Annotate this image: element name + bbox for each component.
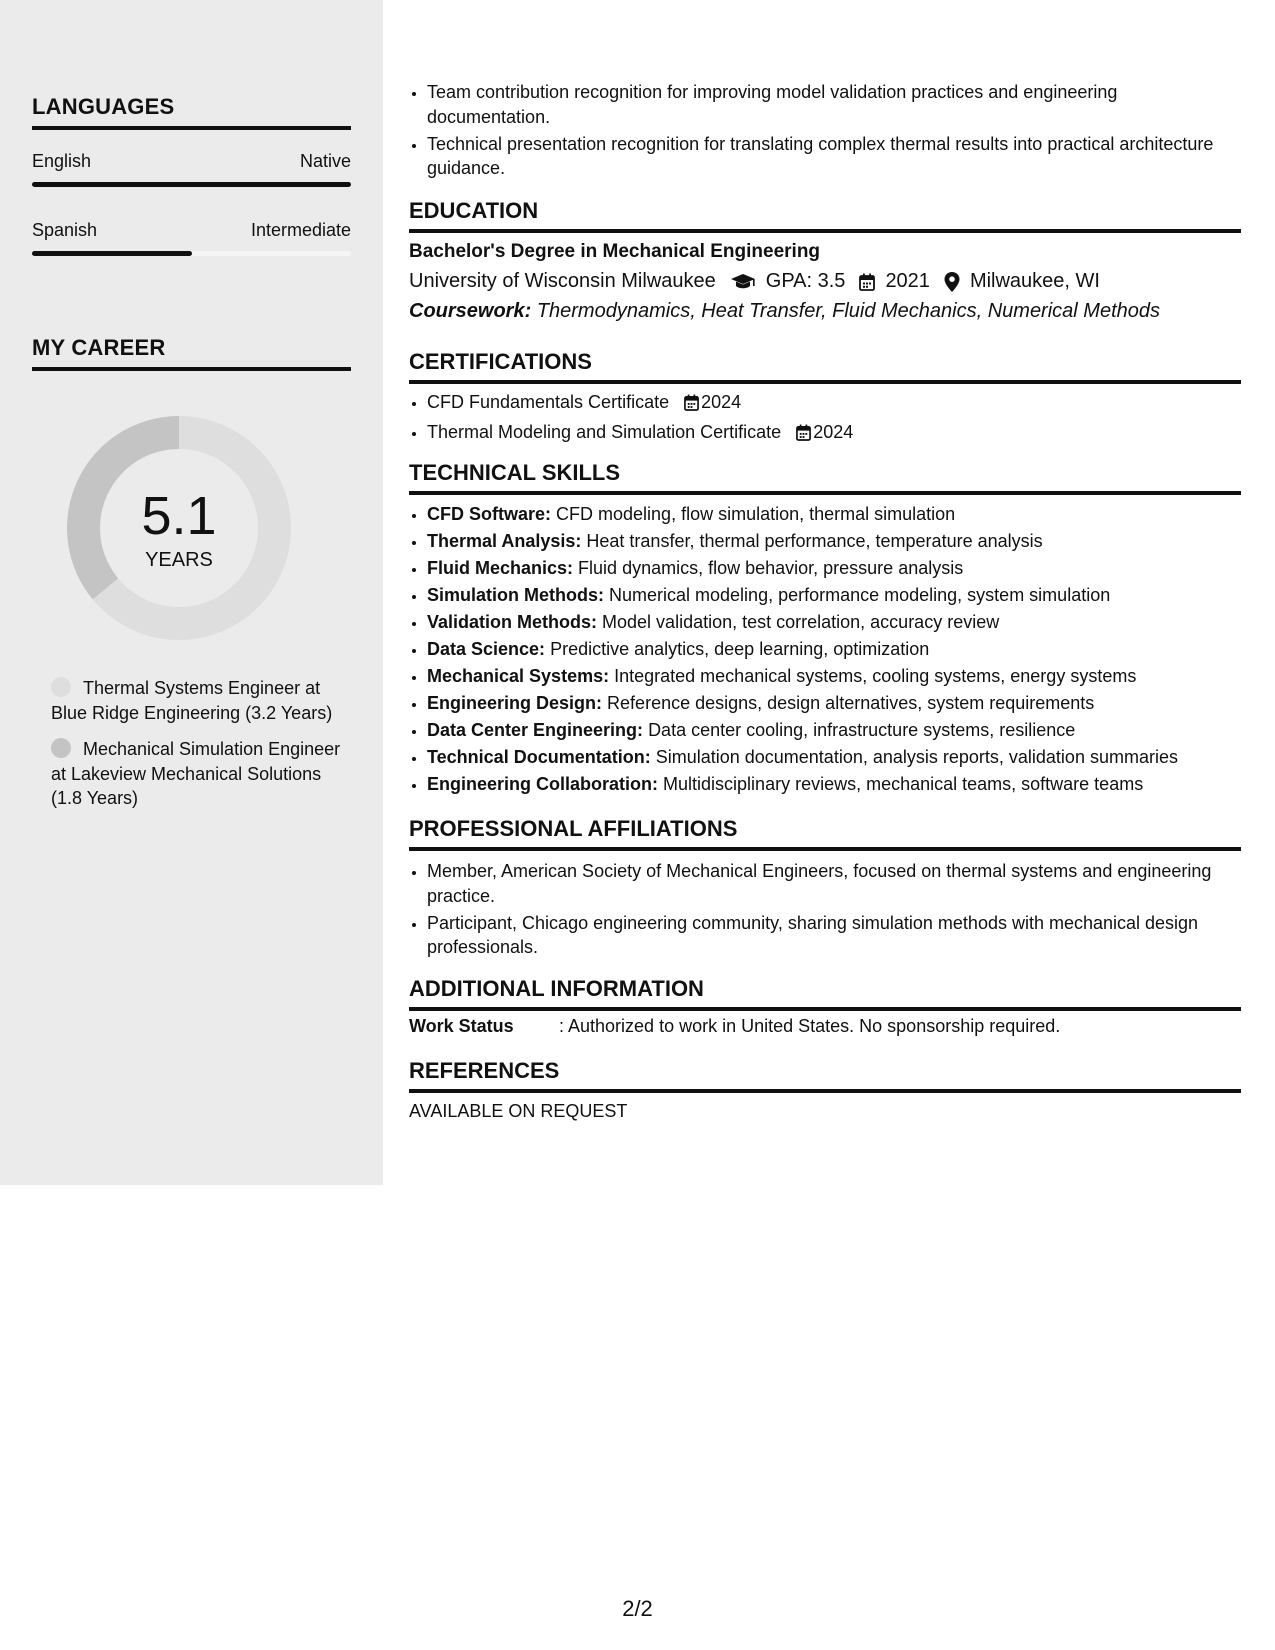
language-proficiency-bar [32,251,351,256]
certificate-year: 2024 [701,392,742,412]
language-name: Spanish [32,220,98,240]
calendar-icon [859,270,875,293]
language-english [32,151,351,187]
certifications-list [409,390,1241,448]
language-level: Native [299,151,351,171]
certificate-name: Thermal Modeling and Simulation Certificate [427,422,782,442]
skill-item [427,610,1241,635]
career-donut-chart [66,415,292,641]
affiliations-heading: PROFESSIONAL AFFILIATIONS [409,816,1241,851]
skills-list [409,502,1241,797]
skill-item [427,529,1241,554]
skill-label: Simulation Methods: [427,585,604,605]
gpa: GPA: 3.5 [765,270,846,292]
skill-item [427,583,1241,608]
skill-item [427,691,1241,716]
skill-label: Mechanical Systems: [427,666,610,686]
list-item: • Participant, Chicago engineering community, sharing simulation methods with mechanical design professionals. [427,911,1241,960]
education-location: Milwaukee, WI [969,270,1100,292]
skill-item [427,637,1241,662]
skill-value: Fluid dynamics, flow behavior, pressure analysis [578,558,964,578]
education-heading: EDUCATION [409,198,1241,233]
career-legend-label: Thermal Systems Engineer at Blue Ridge Engineering (3.2 Years) [51,678,333,723]
list-item [427,420,1241,448]
skill-item [427,718,1241,743]
calendar-icon [796,423,811,448]
affiliations-list [409,859,1241,960]
degree-title: Bachelor's Degree in Mechanical Engineering [409,241,821,262]
references-heading: REFERENCES [409,1058,1241,1093]
career-heading: MY CAREER [32,335,351,371]
skill-value: Model validation, test correlation, accuracy review [602,612,1000,632]
career-legend-item [51,737,341,811]
list-item: • Team contribution recognition for improving model validation practices and engineering documentation. [427,80,1241,129]
certifications-heading: CERTIFICATIONS [409,349,1241,384]
language-name: English [32,151,92,171]
skill-value: Predictive analytics, deep learning, optimization [550,639,930,659]
skill-item [427,556,1241,581]
additional-info-heading: ADDITIONAL INFORMATION [409,976,1241,1011]
skill-label: Fluid Mechanics: [427,558,574,578]
work-status-value: : Authorized to work in United States. No sponsorship required. [559,1016,1061,1036]
list-item [427,390,1241,418]
skill-label: Data Center Engineering: [427,720,644,740]
awards-list [409,80,1241,181]
skill-value: CFD modeling, flow simulation, thermal simulation [556,504,956,524]
skill-label: Technical Documentation: [427,747,651,767]
coursework-list: Thermodynamics, Heat Transfer, Fluid Mechanics, Numerical Methods [536,300,1160,322]
career-total-value: 5.1 [141,486,217,546]
skill-label: Validation Methods: [427,612,598,632]
school-name: University of Wisconsin Milwaukee [409,270,716,292]
skill-label: Thermal Analysis: [427,531,582,551]
career-legend-item [51,676,341,725]
language-proficiency-fill [32,182,351,187]
career-total-unit: YEARS [145,549,213,571]
list-item: • Member, American Society of Mechanical Engineers, focused on thermal systems and engineering practice. [427,859,1241,908]
skill-label: Engineering Design: [427,693,603,713]
coursework [409,300,1241,323]
skill-item [427,772,1241,797]
education-meta [409,270,1241,293]
skill-value: Numerical modeling, performance modeling, system simulation [609,585,1111,605]
skill-label: Engineering Collaboration: [427,774,659,794]
certificate-year: 2024 [813,422,854,442]
certificate-name: CFD Fundamentals Certificate [427,392,670,412]
career-legend-label: Mechanical Simulation Engineer at Lakeview Mechanical Solutions (1.8 Years) [51,739,341,808]
language-proficiency-fill [32,251,192,256]
skill-value: Simulation documentation, analysis reports, validation summaries [655,747,1178,767]
work-status-label: Work Status [409,1016,514,1036]
skill-value: Multidisciplinary reviews, mechanical teams, software teams [663,774,1144,794]
location-pin-icon [944,270,960,293]
skill-item [427,502,1241,527]
skill-label: CFD Software: [427,504,552,524]
languages-heading: LANGUAGES [32,94,351,130]
skill-value: Data center cooling, infrastructure systems, resilience [648,720,1076,740]
career-legend [51,676,341,823]
skill-item [427,664,1241,689]
coursework-label: Coursework: [409,300,532,322]
skill-value: Heat transfer, thermal performance, temperature analysis [586,531,1043,551]
calendar-icon [684,393,699,418]
language-level: Intermediate [250,220,351,240]
page-number: 2/2 [622,1596,653,1621]
skill-value: Integrated mechanical systems, cooling systems, energy systems [614,666,1137,686]
language-proficiency-bar [32,182,351,187]
work-status-row [409,1016,1241,1037]
graduation-cap-icon [730,270,756,293]
skill-value: Reference designs, design alternatives, system requirements [607,693,1095,713]
legend-dot-icon [51,677,71,697]
technical-skills-heading: TECHNICAL SKILLS [409,460,1241,495]
sidebar [0,0,383,1185]
skill-label: Data Science: [427,639,546,659]
graduation-year: 2021 [885,270,930,292]
legend-dot-icon [51,738,71,758]
references-text: AVAILABLE ON REQUEST [409,1101,628,1121]
skill-item [427,745,1241,770]
language-spanish [32,220,351,256]
list-item: • Technical presentation recognition for translating complex thermal results into practical architecture guidance. [427,132,1241,181]
